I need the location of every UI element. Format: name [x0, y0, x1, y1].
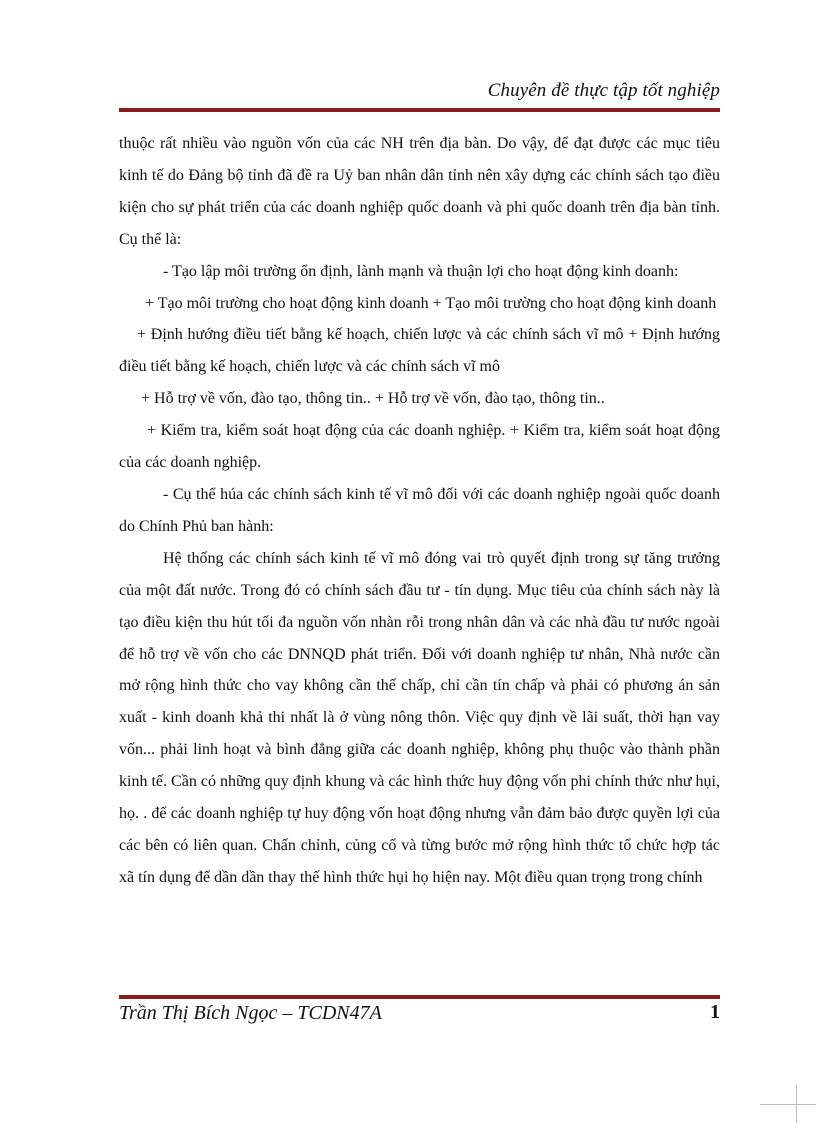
page-number: 1 [710, 1001, 720, 1023]
crop-mark-horizontal [760, 1104, 816, 1105]
body-text [119, 128, 720, 894]
paragraph-intro: thuộc rất nhiều vào nguồn vốn của các NH trên địa bàn. Do vậy, để đạt được các mục tiêu kinh tế do Đảng bộ tỉnh đã đề ra Uỷ ban nhân dân tỉnh nên xây dựng các chính sách tạo điều kiện cho sự phát triển của các doanh nghiệp quốc doanh và phi quốc doanh trên địa bàn tỉnh. Cụ thể là: [119, 135, 720, 248]
header-rule [119, 106, 720, 112]
paragraph-plus-support: + Hỗ trợ về vốn, đào tạo, thông tin.. + Hỗ trợ về vốn, đào tạo, thông tin.. [141, 390, 605, 408]
page-header-title: Chuyên đề thực tập tốt nghiệp [487, 80, 720, 101]
paragraph-bullet-policy: - Cụ thể húa các chính sách kinh tế vĩ mô đối với các doanh nghiệp ngoài quốc doanh do Chính Phủ ban hành: [119, 485, 720, 535]
paragraph-bullet-environment: - Tạo lập môi trường ổn định, lành mạnh và thuận lợi cho hoạt động kinh doanh: [163, 262, 679, 280]
footer-author: Trần Thị Bích Ngọc – TCDN47A [119, 1002, 382, 1024]
paragraph-plus-orientation: + Định hướng điều tiết bằng kế hoạch, chiến lược và các chính sách vĩ mô + Định hướng điều tiết bằng kế hoạch, chiến lược và các chính sách vĩ mô [119, 326, 720, 376]
footer-rule [119, 995, 720, 1001]
paragraph-plus-inspection: + Kiểm tra, kiểm soát hoạt động của các doanh nghiệp. + Kiểm tra, kiểm soát hoạt động của các doanh nghiệp. [119, 422, 720, 472]
paragraph-plus-environment: + Tạo môi trường cho hoạt động kinh doanh + Tạo môi trường cho hoạt động kinh doanh [145, 294, 717, 312]
paragraph-policy-system: Hệ thống các chính sách kinh tế vĩ mô đóng vai trò quyết định trong sự tăng trưởng của một đất nước. Trong đó có chính sách đầu tư - tín dụng. Mục tiêu của chính sách này là tạo điều kiện thu hút tối đa nguồn vốn nhàn rỗi trong nhân dân và các nhà đầu tư nước ngoài để hỗ trợ về vốn cho các DNNQD phát triển. Đối với doanh nghiệp tư nhân, Nhà nước cần mở rộng hình thức cho vay không cần thế chấp, chỉ cần tín chấp và phải có phương án sản xuất - kinh doanh khả thi nhất là ở vùng nông thôn. Việc quy định về lãi suất, thời hạn vay vốn... phải linh hoạt và bình đẳng giữa các doanh nghiệp, không phụ thuộc vào thành phần kinh tế. Cần có những quy định khung và các hình thức huy động vốn phi chính thức như hụi, họ. . để các doanh nghiệp tự huy động vốn hoạt động nhưng vẫn đảm bảo được quyền lợi của các bên có liên quan. Chấn chỉnh, củng cố và từng bước mở rộng hình thức tổ chức hợp tác xã tín dụng để dần dần thay thế hình thức hụi họ hiện nay. Một điều quan trọng trong chính [119, 549, 720, 886]
